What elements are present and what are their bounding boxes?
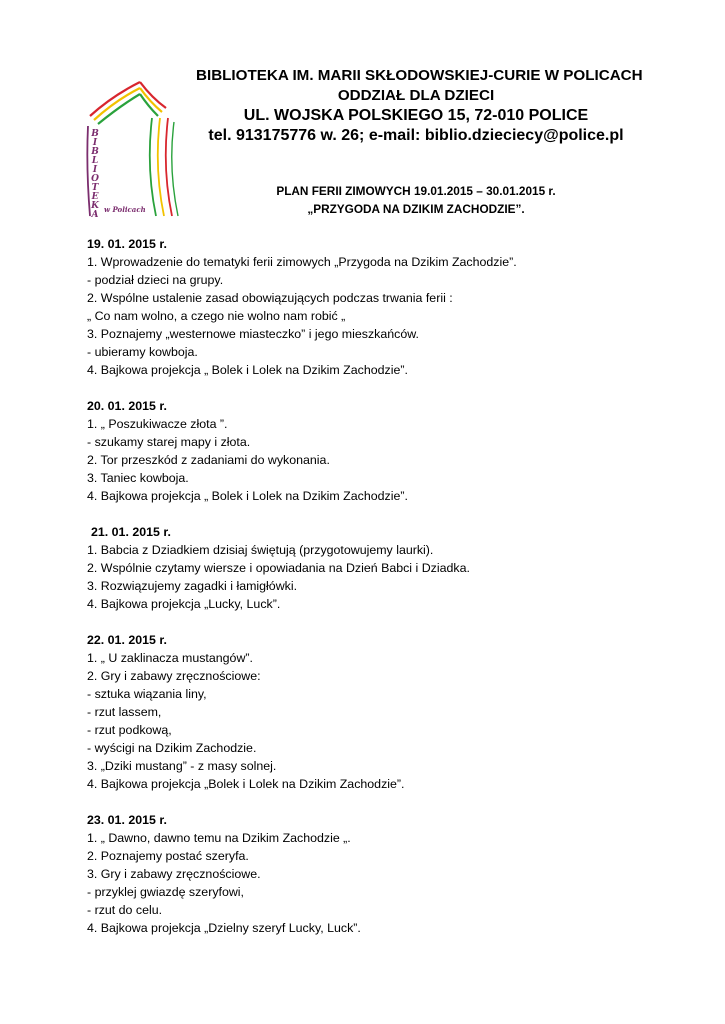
plan-title: [196, 182, 636, 218]
list-item: 3. Poznajemy „westernowe miasteczko” i jego mieszkańców.: [87, 327, 419, 341]
list-item: - rzut do celu.: [87, 903, 163, 917]
day-section: [87, 235, 687, 379]
logo-letter: T: [91, 183, 99, 193]
logo-letter: K: [91, 201, 99, 211]
list-item: 1. Babcia z Dziadkiem dzisiaj świętują (przygotowujemy laurki).: [87, 543, 434, 557]
list-item: - sztuka wiązania liny,: [87, 687, 207, 701]
library-contact: tel. 913175776 w. 26; e-mail: biblio.dzieciecy@police.pl: [208, 127, 624, 144]
list-item: - przyklej gwiazdę szeryfowi,: [87, 885, 244, 899]
day-section: [87, 811, 687, 937]
plan-heading: PLAN FERII ZIMOWYCH 19.01.2015 – 30.01.2015 r.: [276, 184, 556, 198]
day-date: 23. 01. 2015 r.: [87, 813, 167, 827]
logo-letter: E: [91, 192, 99, 202]
logo-letter: I: [92, 165, 98, 175]
day-section: [87, 397, 687, 505]
day-date: 21. 01. 2015 r.: [91, 525, 171, 539]
list-item: - wyścigi na Dzikim Zachodzie.: [87, 741, 257, 755]
list-item: 3. Taniec kowboja.: [87, 471, 189, 485]
list-item: 2. Wspólnie czytamy wiersze i opowiadania na Dzień Babci i Dziadka.: [87, 561, 470, 575]
list-item: 3. Rozwiązujemy zagadki i łamigłówki.: [87, 579, 298, 593]
logo-letter: O: [91, 174, 99, 184]
logo-letter: B: [91, 147, 99, 157]
list-item: 4. Bajkowa projekcja „ Bolek i Lolek na Dzikim Zachodzie”.: [87, 489, 408, 503]
list-item: 4. Bajkowa projekcja „Dzielny szeryf Lucky, Luck”.: [87, 921, 361, 935]
list-item: 2. Poznajemy postać szeryfa.: [87, 849, 249, 863]
list-item: „ Co nam wolno, a czego nie wolno nam robić „: [87, 309, 346, 323]
list-item: 3. „Dziki mustang” - z masy solnej.: [87, 759, 277, 773]
library-name: BIBLIOTEKA IM. MARII SKŁODOWSKIEJ-CURIE W POLICACH: [196, 67, 643, 84]
library-logo-icon: [82, 78, 182, 220]
document-header: [196, 66, 643, 146]
list-item: 1. „ Poszukiwacze złota ”.: [87, 417, 228, 431]
list-item: - ubieramy kowboja.: [87, 345, 198, 359]
day-date: 22. 01. 2015 r.: [87, 633, 167, 647]
day-date: 20. 01. 2015 r.: [87, 399, 167, 413]
list-item: 3. Gry i zabawy zręcznościowe.: [87, 867, 261, 881]
list-item: - szukamy starej mapy i złota.: [87, 435, 251, 449]
list-item: 2. Gry i zabawy zręcznościowe:: [87, 669, 261, 683]
logo-caption: w Policach: [104, 205, 146, 214]
logo-letter: B: [91, 129, 99, 139]
list-item: 4. Bajkowa projekcja „Bolek i Lolek na Dzikim Zachodzie”.: [87, 777, 405, 791]
list-item: 2. Wspólne ustalenie zasad obowiązujących podczas trwania ferii :: [87, 291, 453, 305]
list-item: 4. Bajkowa projekcja „ Bolek i Lolek na Dzikim Zachodzie”.: [87, 363, 408, 377]
day-section: [87, 631, 687, 793]
department-name: ODDZIAŁ DLA DZIECI: [337, 87, 495, 104]
list-item: 1. „ Dawno, dawno temu na Dzikim Zachodzie „.: [87, 831, 351, 845]
library-address: UL. WOJSKA POLSKIEGO 15, 72-010 POLICE: [243, 107, 589, 124]
list-item: - rzut podkową,: [87, 723, 172, 737]
list-item: 1. „ U zaklinacza mustangów”.: [87, 651, 253, 665]
list-item: 1. Wprowadzenie do tematyki ferii zimowych „Przygoda na Dzikim Zachodzie”.: [87, 255, 517, 269]
schedule: [87, 235, 687, 955]
day-date: 19. 01. 2015 r.: [87, 237, 167, 251]
list-item: 2. Tor przeszkód z zadaniami do wykonania.: [87, 453, 330, 467]
plan-theme: „PRZYGODA NA DZIKIM ZACHODZIE”.: [307, 202, 525, 216]
logo-letter: I: [92, 138, 98, 148]
day-section: [87, 523, 687, 613]
logo-letter: A: [91, 210, 99, 220]
logo-letter: L: [91, 156, 99, 166]
list-item: - podział dzieci na grupy.: [87, 273, 224, 287]
list-item: 4. Bajkowa projekcja „Lucky, Luck”.: [87, 597, 281, 611]
list-item: - rzut lassem,: [87, 705, 162, 719]
